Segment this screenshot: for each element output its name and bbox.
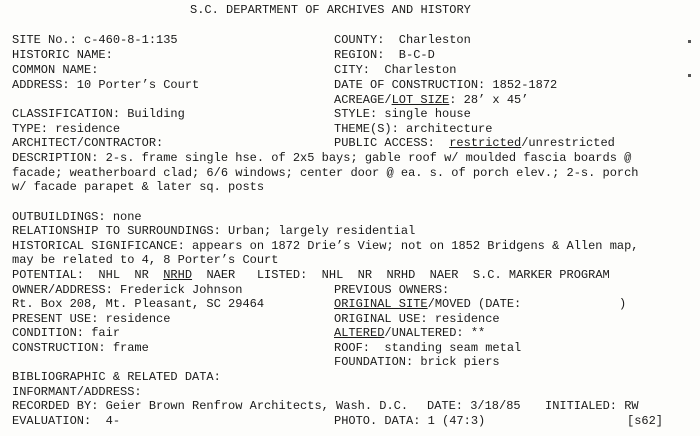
photo-data: PHOTO. DATA: 1 (47:3) bbox=[334, 414, 486, 428]
initialed: INITIALED: RW bbox=[545, 399, 639, 413]
unaltered-label: /UNALTERED: ** bbox=[384, 326, 486, 340]
potential-label: POTENTIAL: NHL NR bbox=[12, 268, 164, 282]
roof: ROOF: standing seam metal bbox=[334, 341, 522, 355]
recorded-by: RECORDED BY: Geier Brown Renfrow Architects, Wash. D.C. bbox=[12, 399, 409, 413]
lot-size-label: LOT SIZE bbox=[391, 93, 450, 107]
public-access-label: PUBLIC ACCESS: bbox=[334, 136, 450, 150]
unrestricted-option: /unrestricted bbox=[521, 136, 615, 150]
scan-mark bbox=[688, 40, 691, 43]
type: TYPE: residence bbox=[12, 122, 121, 136]
potential-listed bbox=[12, 268, 610, 282]
construction: CONSTRUCTION: frame bbox=[12, 341, 149, 355]
relationship: RELATIONSHIP TO SURROUNDINGS: Urban; largely residential bbox=[12, 224, 416, 238]
description-line: facade; weatherboard clad; 6/6 windows; center door @ ea. s. of porch elev.; 2-s. porch bbox=[12, 166, 639, 180]
county: COUNTY: Charleston bbox=[334, 33, 471, 47]
theme: THEME(S): architecture bbox=[334, 122, 493, 136]
date-of-construction: DATE OF CONSTRUCTION: 1852-1872 bbox=[334, 78, 558, 92]
present-use: PRESENT USE: residence bbox=[12, 312, 171, 326]
bibliographic: BIBLIOGRAPHIC & RELATED DATA: bbox=[12, 370, 221, 384]
altered-label: ALTERED bbox=[334, 326, 385, 340]
historic-name: HISTORIC NAME: bbox=[12, 48, 113, 62]
acreage-label: ACREAGE/ bbox=[334, 93, 392, 107]
scan-mark bbox=[688, 74, 691, 77]
owner-address: OWNER/ADDRESS: Frederick Johnson bbox=[12, 283, 243, 297]
description-line: DESCRIPTION: 2-s. frame single hse. of 2x5 bays; gable roof w/ moulded fascia boards @ bbox=[12, 151, 632, 165]
moved-date-close: ) bbox=[619, 297, 627, 311]
address: ADDRESS: 10 Porter’s Court bbox=[12, 78, 200, 92]
informant: INFORMANT/ADDRESS: bbox=[12, 385, 142, 399]
listed-label: NAER LISTED: NHL NR NRHD NAER S.C. MARKER PROGRAM bbox=[192, 268, 610, 282]
acreage-value: : 28’ x 45’ bbox=[449, 93, 529, 107]
evaluation: EVALUATION: 4- bbox=[12, 414, 121, 428]
region: REGION: B-C-D bbox=[334, 48, 435, 62]
classification: CLASSIFICATION: Building bbox=[12, 107, 185, 121]
altered bbox=[334, 326, 485, 340]
description-line: w/ facade parapet & later sq. posts bbox=[12, 180, 265, 194]
public-access bbox=[334, 136, 615, 150]
previous-owners: PREVIOUS OWNERS: bbox=[334, 283, 450, 297]
acreage bbox=[334, 93, 528, 107]
architect: ARCHITECT/CONTRACTOR: bbox=[12, 136, 164, 150]
site-number: SITE No.: c-460-8-1:135 bbox=[12, 33, 178, 47]
recorded-date: DATE: 3/18/85 bbox=[427, 399, 521, 413]
condition: CONDITION: fair bbox=[12, 326, 121, 340]
original-site-label: ORIGINAL SITE bbox=[334, 297, 428, 311]
city: CITY: Charleston bbox=[334, 63, 457, 77]
style: STYLE: single house bbox=[334, 107, 471, 121]
card-header: S.C. DEPARTMENT OF ARCHIVES AND HISTORY bbox=[190, 3, 471, 17]
original-use: ORIGINAL USE: residence bbox=[334, 312, 500, 326]
significance-line: HISTORICAL SIGNIFICANCE: appears on 1872 Drie’s View; not on 1852 Bridgens & Allen map, bbox=[12, 239, 639, 253]
reference-code: [s62] bbox=[627, 414, 664, 428]
foundation: FOUNDATION: brick piers bbox=[334, 355, 500, 369]
common-name: COMMON NAME: bbox=[12, 63, 99, 77]
restricted-option: restricted bbox=[449, 136, 522, 150]
significance-line: may be related to 4, 8 Porter’s Court bbox=[12, 253, 279, 267]
owner-address-line2: Rt. Box 208, Mt. Pleasant, SC 29464 bbox=[12, 297, 265, 311]
moved-label: /MOVED (DATE: bbox=[427, 297, 522, 311]
nrhd-selected: NRHD bbox=[163, 268, 193, 282]
original-site bbox=[334, 297, 521, 311]
outbuildings: OUTBUILDINGS: none bbox=[12, 210, 142, 224]
